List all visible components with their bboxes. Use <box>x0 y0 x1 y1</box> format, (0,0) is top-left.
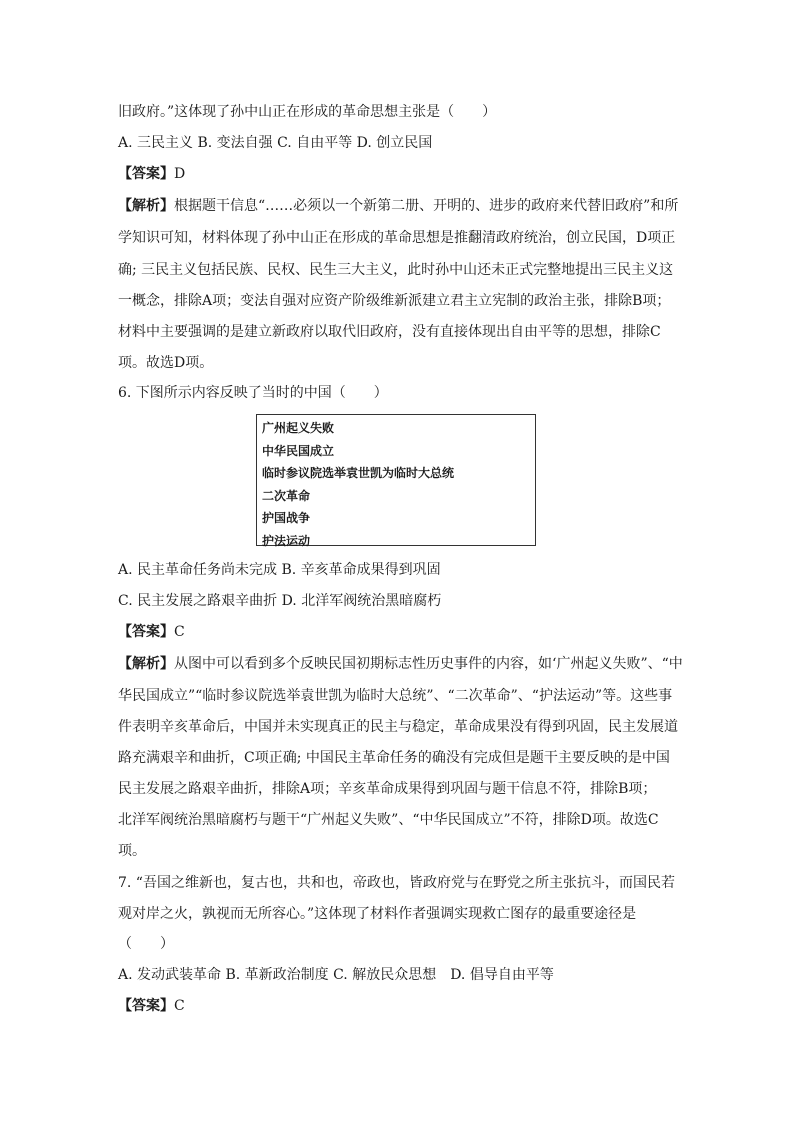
text-line: 件表明辛亥革命后，中国并未实现真正的民主与稳定，革命成果没有得到巩固，民主发展道 <box>118 719 678 735</box>
analysis-6-line-7 <box>118 841 678 861</box>
text-line: A. 发动武装革命 B. 革新政治制度 C. 解放民众思想 D. 倡导自由平等 <box>118 967 554 983</box>
analysis-6-line-6 <box>118 810 678 830</box>
question-6-options-1 <box>118 560 678 580</box>
question-5-options <box>118 133 678 153</box>
answer-value: C <box>174 624 185 640</box>
text-line: 根据题干信息“……必须以一个新第二册、开明的、进步的政府来代替旧政府”和所 <box>174 198 679 214</box>
text-line: 观对岸之火，孰视而无所容心。”这体现了材料作者强调实现救亡图存的最重要途径是 <box>118 906 637 922</box>
event-item: 中华民国成立 <box>262 443 335 458</box>
text-line: （ ） <box>118 936 174 952</box>
answer-7 <box>118 996 678 1016</box>
event-item: 临时参议院选举袁世凯为临时大总统 <box>262 466 455 481</box>
text-line: 项。故选D项。 <box>118 355 214 371</box>
question-7-stem-3 <box>118 934 678 954</box>
event-item: 护国战争 <box>262 511 311 526</box>
text-line: 学知识可知，材料体现了孙中山正在形成的革命思想是推翻清政府统治，创立民国，D项正 <box>118 230 676 246</box>
text-line: 6. 下图所示内容反映了当时的中国（ ） <box>118 385 388 401</box>
analysis-label: 【解析】 <box>118 198 174 214</box>
text-line: A. 三民主义 B. 变法自强 C. 自由平等 D. 创立民国 <box>118 135 433 151</box>
text-line: 材料中主要强调的是建立新政府以取代旧政府，没有直接体现出自由平等的思想，排除C <box>118 324 661 340</box>
analysis-6-line-3 <box>118 717 678 737</box>
question-6-stem <box>118 383 678 403</box>
answer-6 <box>118 622 678 642</box>
question-7-options <box>118 965 678 985</box>
text-line: 项。 <box>118 843 146 859</box>
answer-label: 【答案】 <box>118 624 174 640</box>
text-line: 路充满艰辛和曲折，C项正确; 中国民主革命任务的确没有完成但是题干主要反映的是中国 <box>118 750 670 766</box>
analysis-6-line-2 <box>118 686 678 706</box>
answer-5 <box>118 164 678 184</box>
analysis-5-line-5 <box>118 322 678 342</box>
analysis-6-line-1 <box>118 654 683 674</box>
analysis-6-line-5 <box>118 779 678 799</box>
text-line: 民主发展之路艰辛曲折，排除A项；辛亥革命成果得到巩固与题干信息不符，排除B项； <box>118 781 657 797</box>
answer-value: C <box>174 998 185 1014</box>
analysis-5-line-6 <box>118 353 678 373</box>
question-6-options-2 <box>118 591 678 611</box>
analysis-5-line-2 <box>118 228 678 248</box>
text-line: 旧政府。”这体现了孙中山正在形成的革命思想主张是（ ） <box>118 104 497 120</box>
analysis-6-line-4 <box>118 748 678 768</box>
text-line: 一概念，排除A项；变法自强对应资产阶级维新派建立君主立宪制的政治主张，排除B项； <box>118 293 671 309</box>
question-5-stem-end <box>118 102 678 122</box>
answer-value: D <box>174 166 186 182</box>
answer-label: 【答案】 <box>118 166 174 182</box>
answer-label: 【答案】 <box>118 998 174 1014</box>
text-line: C. 民主发展之路艰辛曲折 D. 北洋军阀统治黑暗腐朽 <box>118 593 442 609</box>
analysis-5-line-1 <box>118 196 678 216</box>
text-line: 北洋军阀统治黑暗腐朽与题干“广州起义失败”、“中华民国成立”不符，排除D项。故选C <box>118 812 659 828</box>
question-7-stem-1 <box>118 873 678 893</box>
text-line: 从图中可以看到多个反映民国初期标志性历史事件的内容，如‘广州起义失败”、“中 <box>174 656 683 672</box>
analysis-label: 【解析】 <box>118 656 174 672</box>
text-line: 确; 三民主义包括民族、民权、民生三大主义，此时孙中山还未正式完整地提出三民主义这 <box>118 262 674 278</box>
text-line: A. 民主革命任务尚未完成 B. 辛亥革命成果得到巩固 <box>118 562 441 578</box>
analysis-5-line-3 <box>118 260 678 280</box>
event-item: 二次革命 <box>262 488 311 503</box>
analysis-5-line-4 <box>118 291 678 311</box>
event-item: 护法运动 <box>262 533 311 548</box>
event-item: 广州起义失败 <box>262 421 335 435</box>
event-list-box <box>256 414 536 546</box>
text-line: 7. “吾国之维新也，复古也，共和也，帝政也，皆政府党与在野党之所主张抗斗，而国民若 <box>118 875 675 891</box>
text-line: 华民国成立”“临时参议院选举袁世凯为临时大总统”、“二次革命”、“护法运动”等。这些事 <box>118 688 673 704</box>
question-7-stem-2 <box>118 904 678 924</box>
